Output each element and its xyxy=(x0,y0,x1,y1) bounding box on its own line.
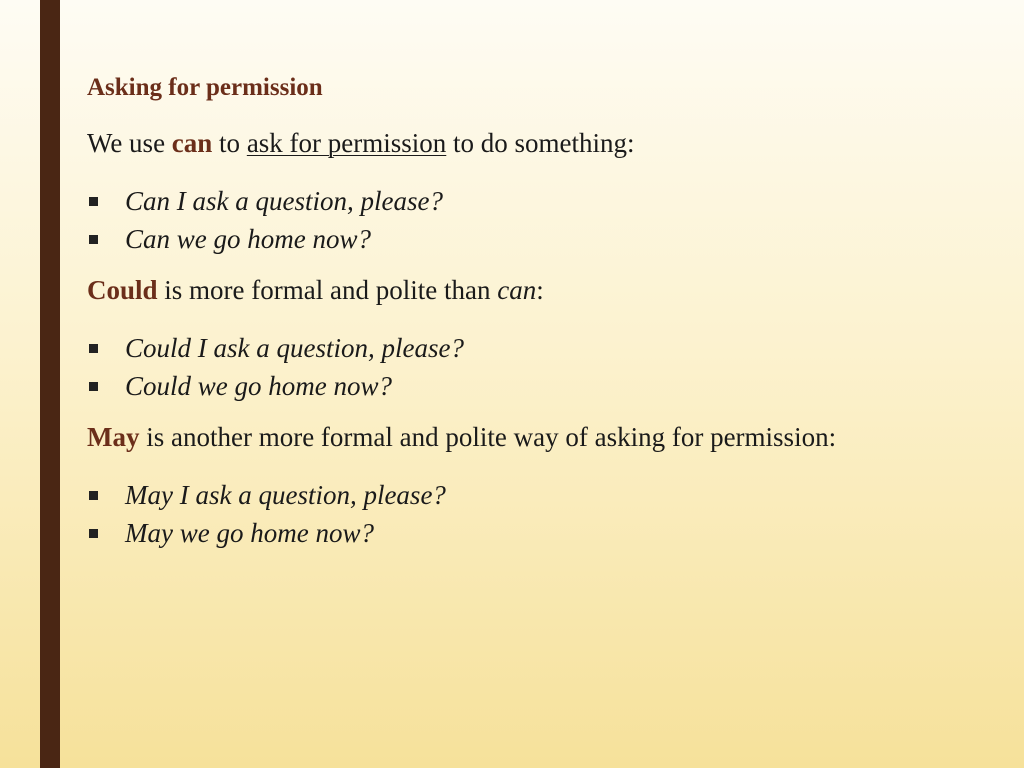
list-item-text: Could I ask a question, please? xyxy=(125,333,464,363)
italic-can: can xyxy=(497,275,537,305)
list-item-text: Could we go home now? xyxy=(125,371,392,401)
square-bullet-icon xyxy=(89,197,98,206)
list-item-text: Can I ask a question, please? xyxy=(125,186,443,216)
p2-post: : xyxy=(536,275,544,305)
paragraph-could xyxy=(87,275,544,306)
square-bullet-icon xyxy=(89,235,98,244)
p2-mid: is more formal and polite than xyxy=(157,275,498,305)
keyword-may: May xyxy=(87,422,140,452)
keyword-could: Could xyxy=(87,275,158,305)
list-item-text: May I ask a question, please? xyxy=(125,480,446,510)
underlined-phrase: ask for permission xyxy=(246,128,447,158)
p3-post: is another more formal and polite way of asking for permission: xyxy=(139,422,837,452)
left-accent-bar xyxy=(40,0,60,768)
list-item-text: Can we go home now? xyxy=(125,224,371,254)
paragraph-can xyxy=(87,128,635,159)
slide-heading: Asking for permission xyxy=(87,74,323,101)
list-item-text: May we go home now? xyxy=(125,518,374,548)
square-bullet-icon xyxy=(89,491,98,500)
p1-post: to do something: xyxy=(446,128,635,158)
square-bullet-icon xyxy=(89,529,98,538)
square-bullet-icon xyxy=(89,382,98,391)
keyword-can: can xyxy=(171,128,213,158)
square-bullet-icon xyxy=(89,344,98,353)
paragraph-may xyxy=(87,422,836,453)
p1-mid: to xyxy=(212,128,247,158)
p1-pre: We use xyxy=(87,128,172,158)
